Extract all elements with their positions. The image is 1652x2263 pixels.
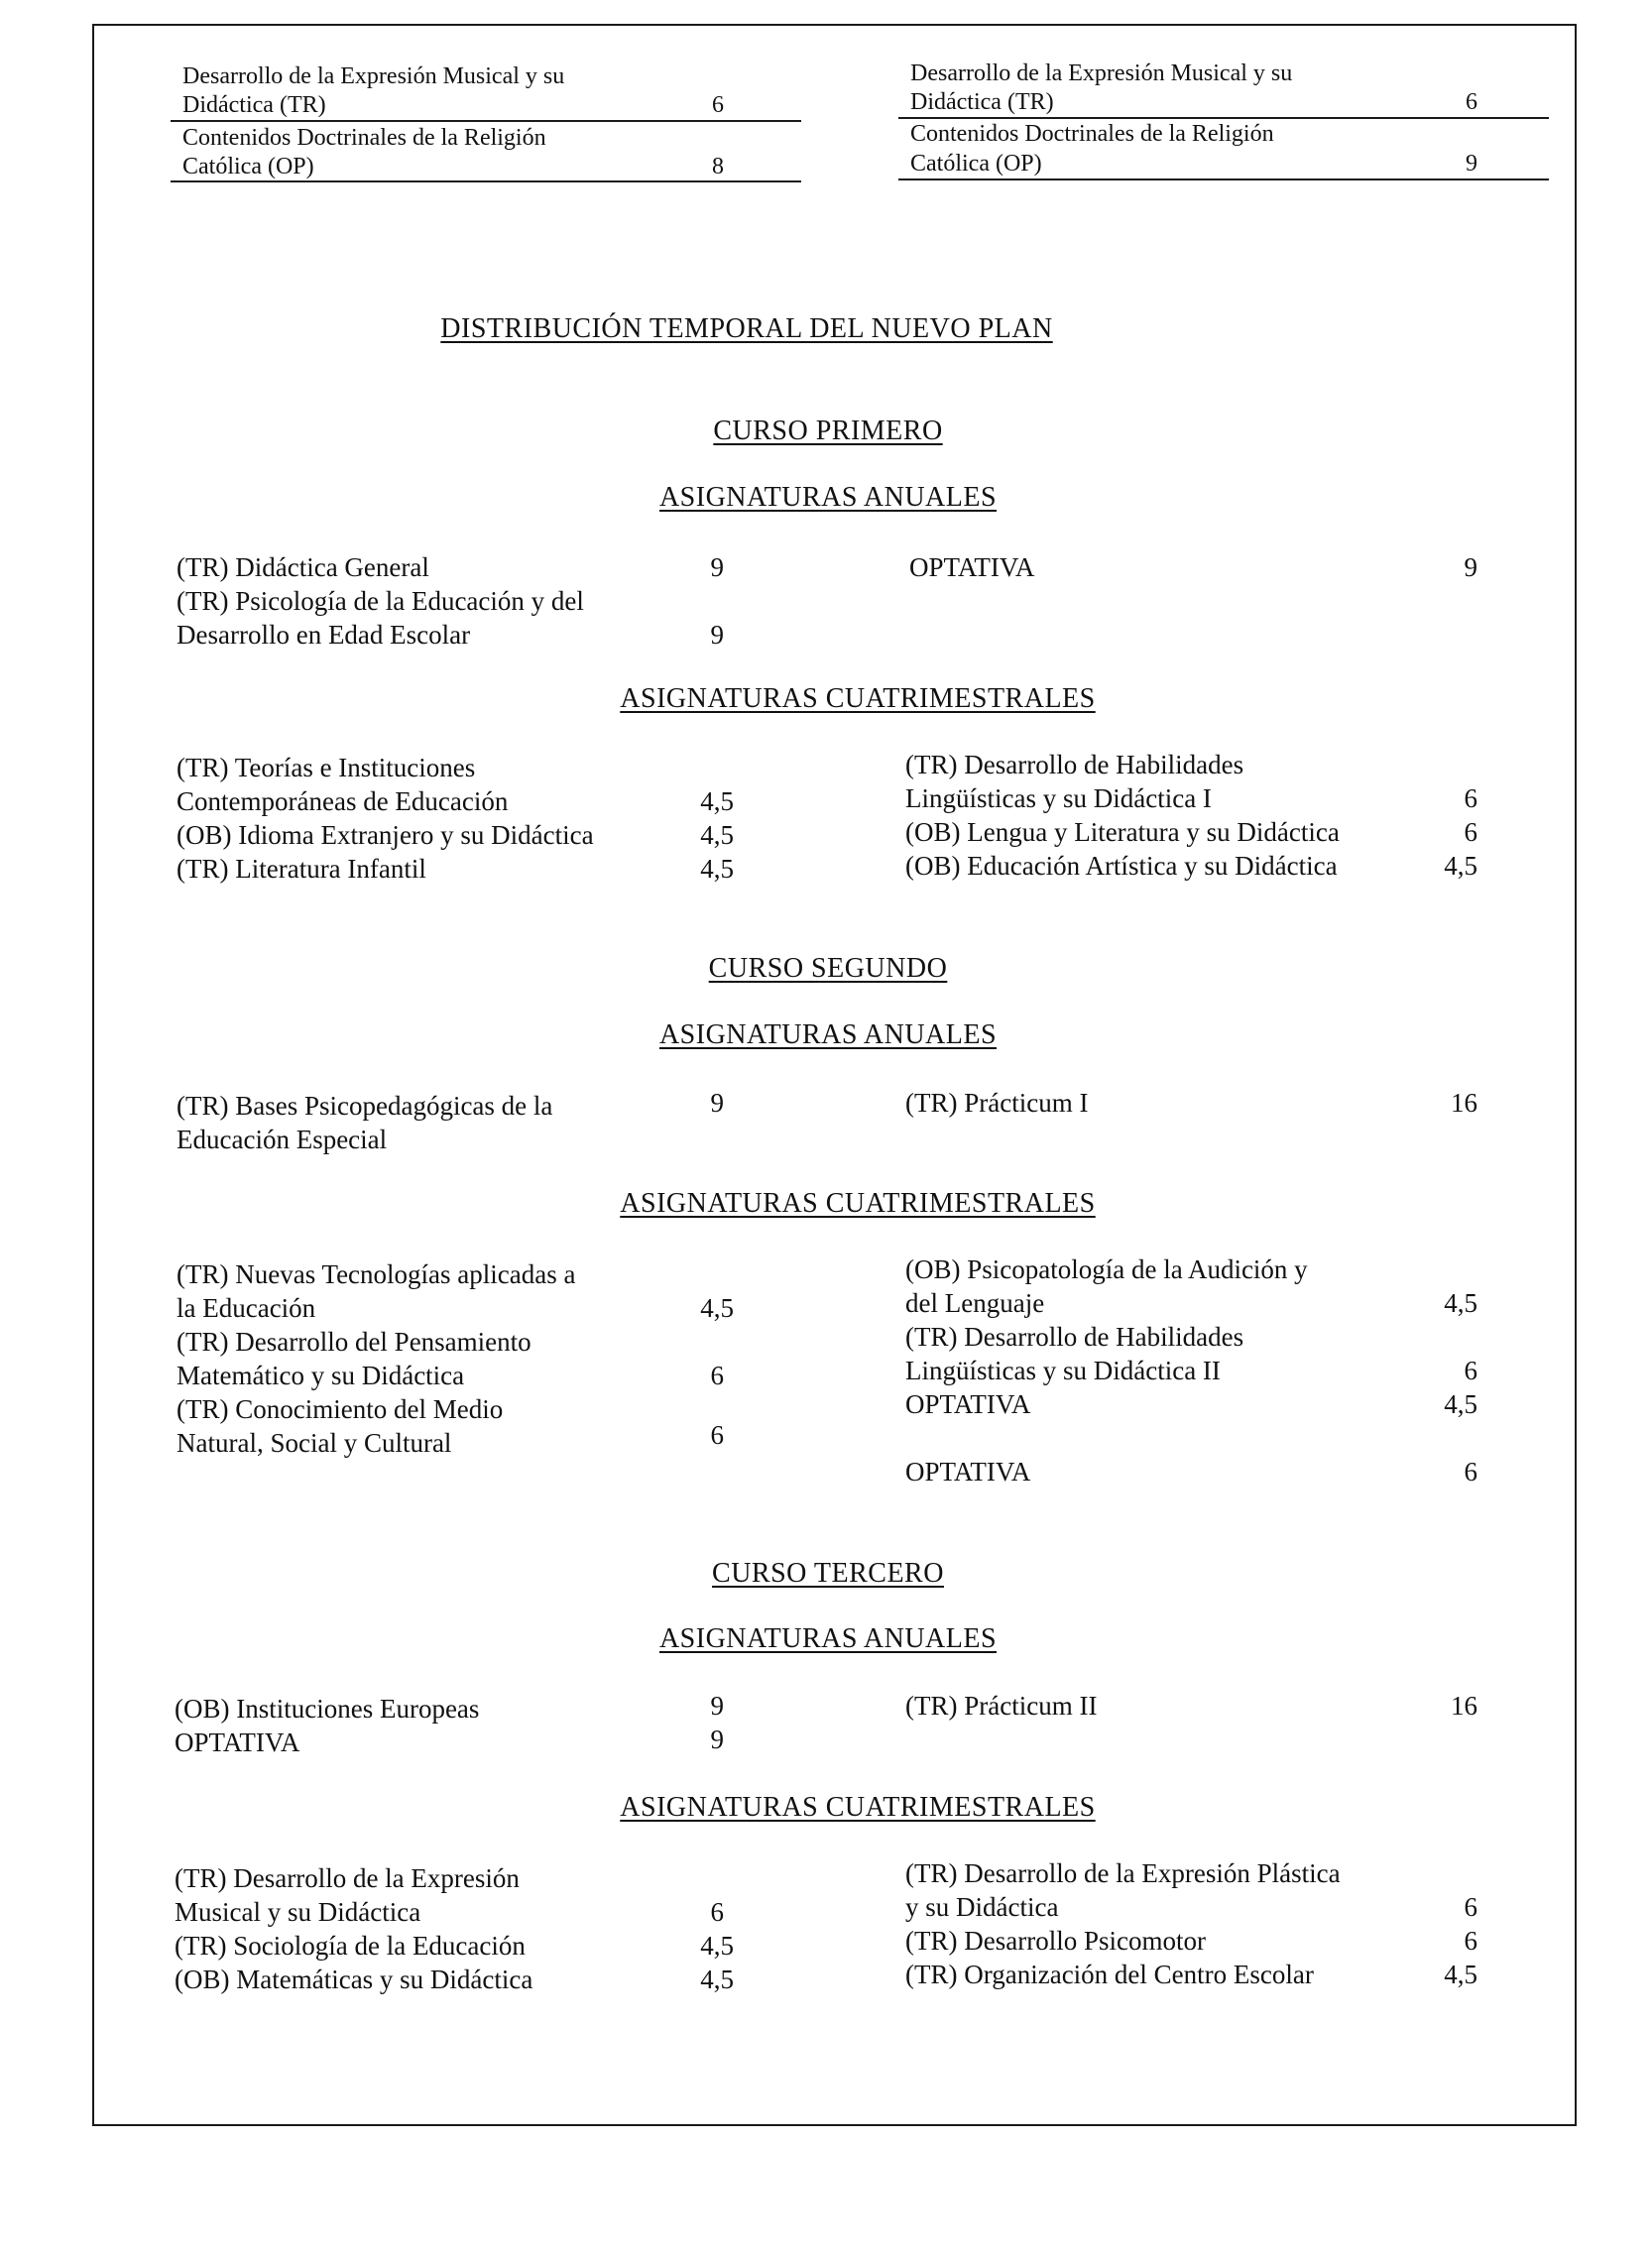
- top-right-row1-line1: Desarrollo de la Expresión Musical y su: [910, 60, 1293, 86]
- subject-line: (TR) Organización del Centro Escolar: [905, 1960, 1314, 1989]
- subject-credits: 6: [710, 1361, 724, 1390]
- subject-credits: 16: [1451, 1088, 1477, 1118]
- subject-credits: 4,5: [1444, 1960, 1477, 1989]
- subject-line: y su Didáctica: [905, 1892, 1059, 1922]
- subject-credits: 9: [710, 552, 724, 582]
- subject-credits: 6: [1464, 1457, 1477, 1487]
- subject-credits: 6: [1464, 817, 1477, 847]
- subject-credits: 9: [1464, 552, 1477, 582]
- cuatrimestrales-heading: ASIGNATURAS CUATRIMESTRALES: [620, 1792, 1096, 1823]
- subject-line: Musical y su Didáctica: [175, 1897, 421, 1927]
- anuales-heading: ASIGNATURAS ANUALES: [658, 482, 998, 513]
- subject-line: (OB) Idioma Extranjero y su Didáctica: [177, 820, 594, 850]
- top-right-row2-credits: 9: [1466, 151, 1477, 177]
- subject-line: Educación Especial: [177, 1125, 388, 1154]
- subject-credits: 6: [1464, 1356, 1477, 1385]
- subject-line: (TR) Teorías e Instituciones: [177, 753, 476, 782]
- subject-line: Contemporáneas de Educación: [177, 786, 509, 816]
- subject-line: Desarrollo en Edad Escolar: [177, 620, 471, 650]
- subject-line: (TR) Sociología de la Educación: [175, 1931, 526, 1961]
- subject-credits: 4,5: [700, 854, 734, 884]
- table-rule: [171, 120, 801, 122]
- subject-credits: 16: [1451, 1691, 1477, 1721]
- subject-credits: 4,5: [700, 1293, 734, 1323]
- subject-credits: 4,5: [700, 786, 734, 816]
- subject-credits: 6: [1464, 1926, 1477, 1956]
- top-left-row2-line1: Contenidos Doctrinales de la Religión: [182, 125, 546, 151]
- subject-credits: 6: [710, 1897, 724, 1927]
- subject-line: (TR) Literatura Infantil: [177, 854, 426, 884]
- subject-line: (TR) Desarrollo de la Expresión: [175, 1863, 520, 1893]
- subject-line: Matemático y su Didáctica: [177, 1361, 465, 1390]
- subject-credits: 4,5: [1444, 1288, 1477, 1318]
- subject-line: (TR) Nuevas Tecnologías aplicadas a: [177, 1259, 576, 1289]
- subject-line: del Lenguaje: [905, 1288, 1045, 1318]
- subject-credits: 4,5: [1444, 1389, 1477, 1419]
- anuales-heading: ASIGNATURAS ANUALES: [658, 1019, 998, 1050]
- top-left-row2-line2: Católica (OP): [182, 154, 314, 179]
- subject-line: (TR) Prácticum II: [905, 1691, 1098, 1721]
- subject-line: (TR) Psicología de la Educación y del: [177, 586, 584, 616]
- subject-line: (TR) Desarrollo de Habilidades: [905, 750, 1244, 779]
- subject-line: (TR) Desarrollo del Pensamiento: [177, 1327, 531, 1357]
- top-right-row2-line1: Contenidos Doctrinales de la Religión: [910, 121, 1274, 147]
- subject-line: (TR) Desarrollo de la Expresión Plástica: [905, 1858, 1341, 1888]
- subject-line: OPTATIVA: [175, 1727, 300, 1757]
- subject-credits: 9: [710, 1725, 724, 1754]
- subject-line: (TR) Desarrollo Psicomotor: [905, 1926, 1206, 1956]
- subject-line: la Educación: [177, 1293, 316, 1323]
- subject-credits: 9: [710, 620, 724, 650]
- subject-line: (OB) Instituciones Europeas: [175, 1694, 480, 1724]
- table-rule: [171, 180, 801, 182]
- top-left-row1-line2: Didáctica (TR): [182, 92, 326, 118]
- subject-credits: 6: [1464, 1892, 1477, 1922]
- cuatrimestrales-heading: ASIGNATURAS CUATRIMESTRALES: [620, 1188, 1096, 1219]
- subject-credits: 6: [1464, 783, 1477, 813]
- table-rule: [898, 179, 1549, 180]
- subject-line: Natural, Social y Cultural: [177, 1428, 452, 1458]
- top-left-row1-line1: Desarrollo de la Expresión Musical y su: [182, 63, 565, 89]
- curso-title: CURSO SEGUNDO: [708, 953, 948, 984]
- main-title: DISTRIBUCIÓN TEMPORAL DEL NUEVO PLAN: [440, 313, 1053, 344]
- subject-line: (TR) Desarrollo de Habilidades: [905, 1322, 1244, 1352]
- subject-line: Lingüísticas y su Didáctica II: [905, 1356, 1221, 1385]
- top-right-row1-credits: 6: [1466, 89, 1477, 115]
- subject-line: (OB) Educación Artística y su Didáctica: [905, 851, 1338, 881]
- subject-credits: 4,5: [1444, 851, 1477, 881]
- subject-line: OPTATIVA: [905, 1389, 1031, 1419]
- subject-credits: 4,5: [700, 1965, 734, 1994]
- subject-credits: 4,5: [700, 1931, 734, 1961]
- subject-line: (TR) Bases Psicopedagógicas de la: [177, 1091, 553, 1121]
- subject-line: OPTATIVA: [905, 1457, 1031, 1487]
- subject-credits: 4,5: [700, 820, 734, 850]
- subject-credits: 9: [710, 1691, 724, 1721]
- subject-line: OPTATIVA: [909, 552, 1035, 582]
- subject-credits: 9: [710, 1088, 724, 1118]
- subject-line: (TR) Didáctica General: [177, 552, 429, 582]
- top-left-row1-credits: 6: [712, 92, 724, 118]
- subject-line: (TR) Prácticum I: [905, 1088, 1089, 1118]
- top-left-row2-credits: 8: [712, 154, 724, 179]
- top-right-row2-line2: Católica (OP): [910, 151, 1042, 177]
- curso-title: CURSO TERCERO: [712, 1558, 944, 1589]
- cuatrimestrales-heading: ASIGNATURAS CUATRIMESTRALES: [620, 683, 1096, 714]
- subject-line: (OB) Lengua y Literatura y su Didáctica: [905, 817, 1340, 847]
- anuales-heading: ASIGNATURAS ANUALES: [658, 1623, 998, 1654]
- subject-line: (OB) Matemáticas y su Didáctica: [175, 1965, 533, 1994]
- subject-credits: 6: [710, 1420, 724, 1450]
- subject-line: (TR) Conocimiento del Medio: [177, 1394, 504, 1424]
- subject-line: (OB) Psicopatología de la Audición y: [905, 1254, 1308, 1284]
- top-right-row1-line2: Didáctica (TR): [910, 89, 1054, 115]
- subject-line: Lingüísticas y su Didáctica I: [905, 783, 1212, 813]
- curso-title: CURSO PRIMERO: [713, 416, 943, 446]
